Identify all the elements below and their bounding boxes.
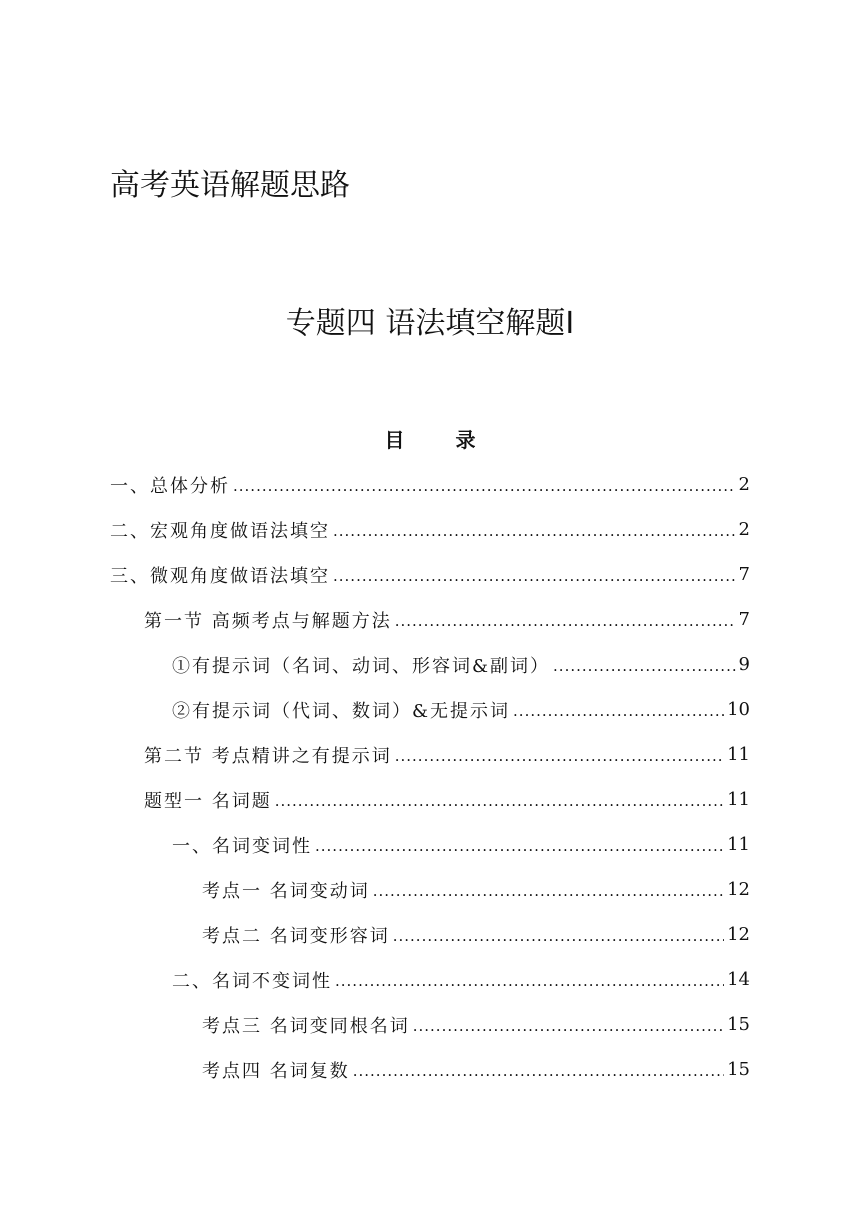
toc-leader-dots — [315, 837, 724, 867]
toc-entry-label: ②有提示词（代词、数词）&无提示词 — [172, 700, 511, 722]
toc-entry-label: 考点一 名词变动词 — [202, 880, 370, 902]
toc-entry-page: 15 — [727, 1014, 750, 1035]
toc-entry-page: 9 — [738, 654, 750, 675]
toc-leader-dots — [513, 702, 724, 732]
toc-leader-dots — [333, 522, 736, 552]
toc-entry[interactable] — [0, 507, 750, 552]
toc-leader-dots — [233, 477, 736, 507]
toc-entry-page: 7 — [738, 609, 750, 630]
toc-entry[interactable] — [0, 732, 750, 777]
series-title: 高考英语解题思路 — [110, 168, 350, 203]
toc-entry-page: 12 — [727, 879, 750, 900]
toc-entry[interactable] — [0, 957, 750, 1002]
toc-entry-label: 三、微观角度做语法填空 — [110, 565, 330, 587]
toc-entry-page: 11 — [727, 789, 750, 810]
toc-leader-dots — [395, 747, 724, 777]
toc-entry-page: 2 — [738, 519, 750, 540]
toc-entry-label: 考点三 名词变同根名词 — [202, 1015, 410, 1037]
toc-entry-page: 15 — [727, 1059, 750, 1080]
toc-entry-label: 二、宏观角度做语法填空 — [110, 520, 330, 542]
toc-entry[interactable] — [0, 1002, 750, 1047]
toc-entry[interactable] — [0, 867, 750, 912]
toc-entry[interactable] — [0, 687, 750, 732]
toc-leader-dots — [333, 567, 736, 597]
toc-leader-dots — [393, 927, 724, 957]
toc-entry-label: 考点二 名词变形容词 — [202, 925, 390, 947]
toc-entry-label: 第一节 高频考点与解题方法 — [144, 610, 392, 632]
toc-entry[interactable] — [0, 462, 750, 507]
toc-entry-page: 2 — [738, 474, 750, 495]
toc-entry-label: 一、总体分析 — [110, 475, 230, 497]
toc-entry-page: 14 — [727, 969, 750, 990]
toc-leader-dots — [413, 1017, 724, 1047]
toc-entry-page: 11 — [727, 834, 750, 855]
table-of-contents — [0, 462, 860, 1092]
toc-entry-page: 12 — [727, 924, 750, 945]
toc-entry-page: 10 — [727, 699, 750, 720]
toc-entry[interactable] — [0, 552, 750, 597]
toc-entry[interactable] — [0, 777, 750, 822]
toc-leader-dots — [335, 972, 724, 1002]
toc-entry-label: 第二节 考点精讲之有提示词 — [144, 745, 392, 767]
toc-entry[interactable] — [0, 642, 750, 687]
toc-entry-page: 11 — [727, 744, 750, 765]
toc-entry-label: 二、名词不变词性 — [172, 970, 332, 992]
toc-entry[interactable] — [0, 597, 750, 642]
toc-leader-dots — [395, 612, 736, 642]
toc-entry-label: ①有提示词（名词、动词、形容词&副词） — [172, 655, 551, 677]
toc-entry-label: 考点四 名词复数 — [202, 1060, 350, 1082]
toc-entry[interactable] — [0, 912, 750, 957]
toc-leader-dots — [373, 882, 724, 912]
toc-entry-page: 7 — [738, 564, 750, 585]
toc-entry[interactable] — [0, 1047, 750, 1092]
toc-entry-label: 一、名词变词性 — [172, 835, 312, 857]
toc-leader-dots — [553, 657, 736, 687]
toc-heading: 目 录 — [384, 428, 498, 452]
toc-entry[interactable] — [0, 822, 750, 867]
topic-title: 专题四 语法填空解题Ⅰ — [285, 306, 575, 341]
toc-leader-dots — [353, 1062, 724, 1092]
toc-entry-label: 题型一 名词题 — [144, 790, 272, 812]
toc-leader-dots — [275, 792, 724, 822]
